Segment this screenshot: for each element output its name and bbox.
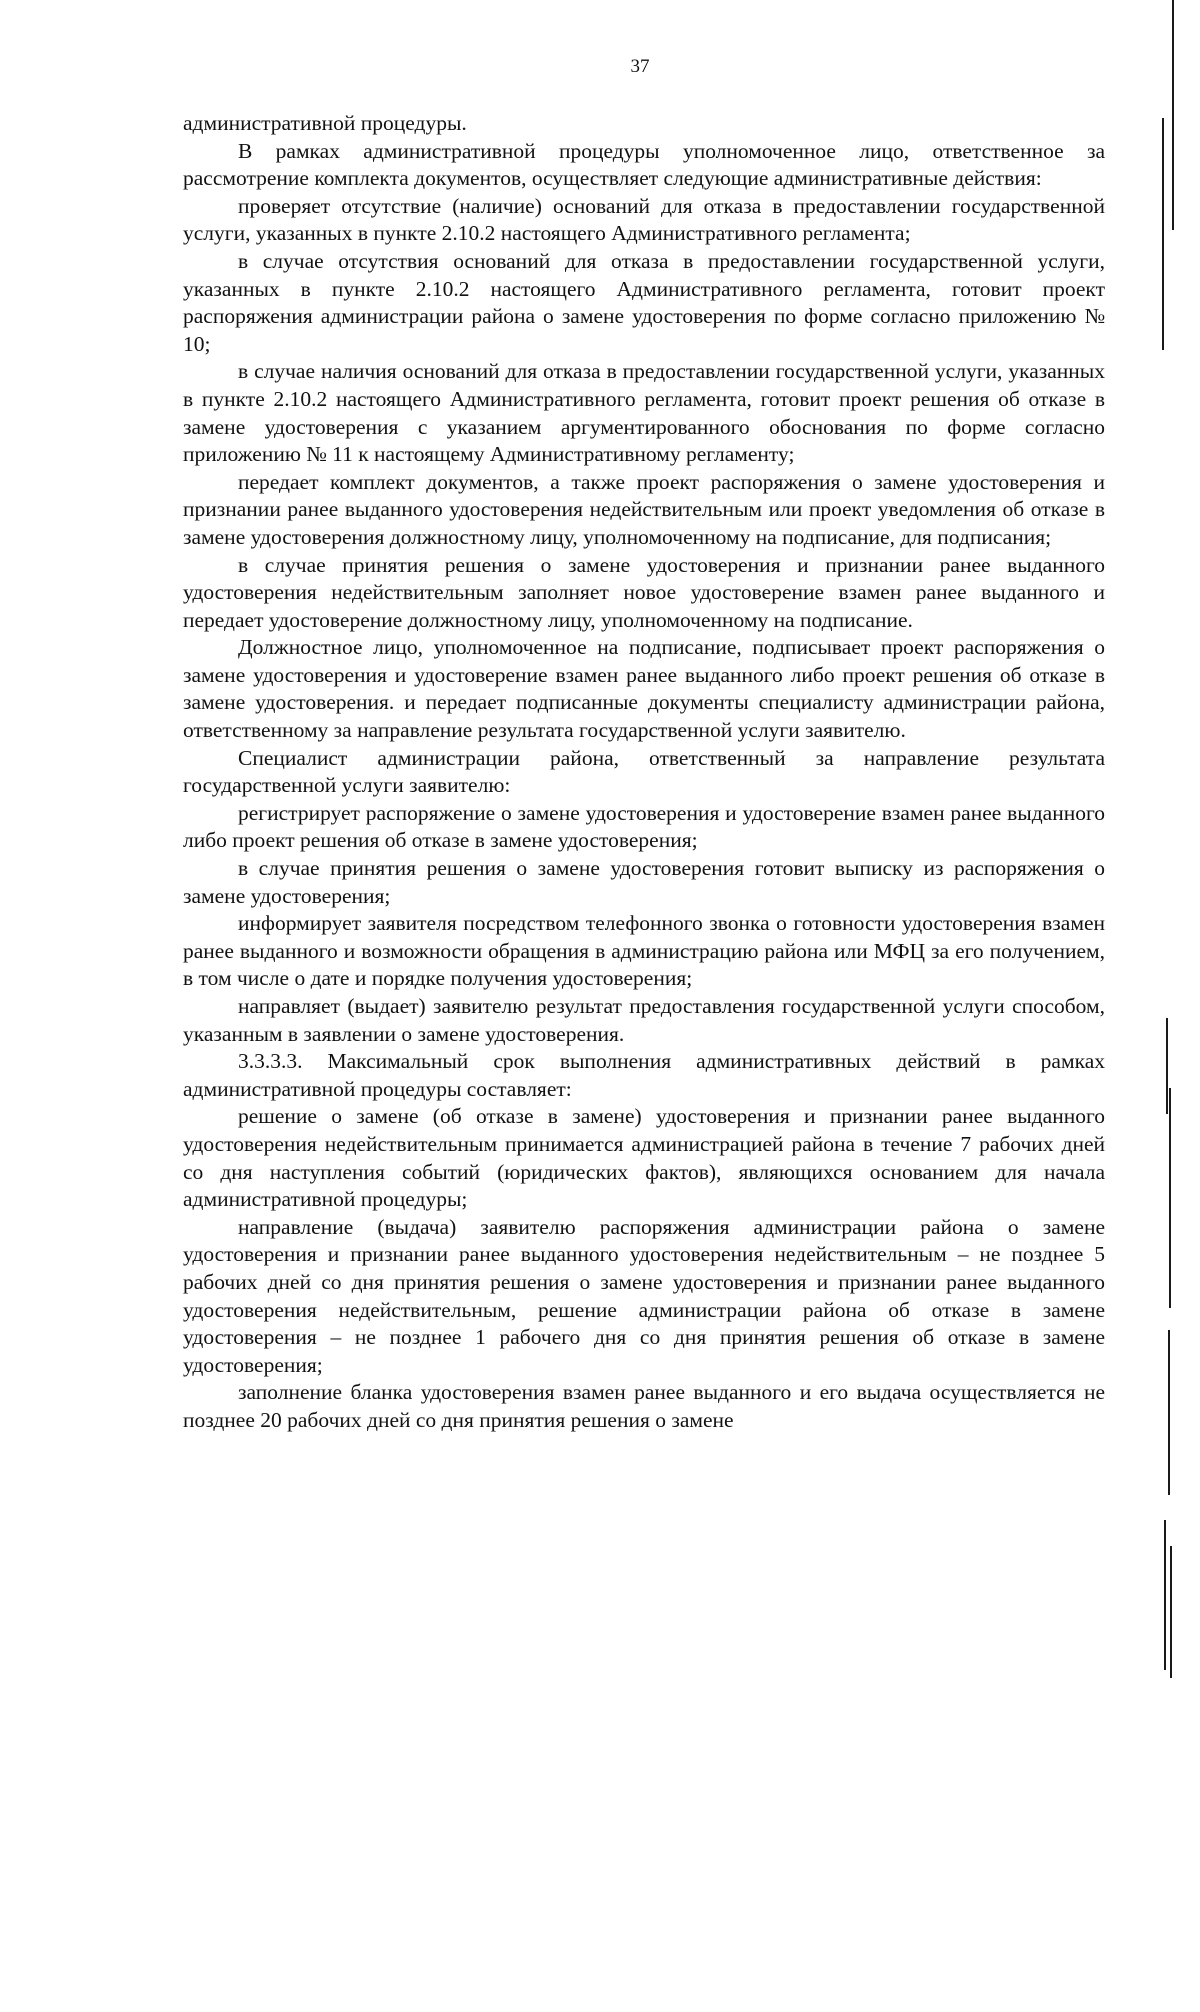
- paragraph: Должностное лицо, уполномоченное на подписание, подписывает проект распоряжения о замене удостоверения и удостоверение взамен ранее выданного либо проект решения об отказе в замене удостоверения. и передает подписанные документы специалисту администрации района, ответственному за направление результата государственной услуги заявителю.: [183, 635, 1105, 743]
- paragraph: проверяет отсутствие (наличие) оснований для отказа в предоставлении государственной услуги, указанных в пункте 2.10.2 настоящего Административного регламента;: [183, 193, 1105, 246]
- paragraph: В рамках административной процедуры уполномоченное лицо, ответственное за рассмотрение комплекта документов, осуществляет следующие административные действия:: [183, 138, 1105, 191]
- paragraph: направление (выдача) заявителю распоряжения администрации района о замене удостоверения и признании ранее выданного удостоверения недействительным – не позднее 5 рабочих дней со дня принятия решения о замене удостоверения и признании ранее выданного удостоверения недействительным, решение администрации района об отказе в замене удостоверения – не позднее 1 рабочего дня со дня принятия решения об отказе в замене удостоверения;: [183, 1214, 1105, 1377]
- page-number: 37: [630, 56, 650, 77]
- paragraph: направляет (выдает) заявителю результат предоставления государственной услуги способом, указанным в заявлении о замене удостоверения.: [183, 994, 1105, 1046]
- paragraph: в случае принятия решения о замене удостоверения готовит выписку из распоряжения о замене удостоверения;: [183, 856, 1105, 908]
- paragraph: информирует заявителя посредством телефонного звонка о готовности удостоверения взамен ранее выданного и возможности обращения в администрацию района или МФЦ за его получением, в том числе о дате и порядке получения удостоверения;: [183, 911, 1105, 991]
- paragraph: в случае принятия решения о замене удостоверения и признании ранее выданного удостоверения недействительным заполняет новое удостоверение взамен ранее выданного и передает удостоверение должностному лицу, уполномоченному на подписание.: [183, 552, 1105, 632]
- paragraph: 3.3.3.3. Максимальный срок выполнения административных действий в рамках административной процедуры составляет:: [183, 1049, 1105, 1101]
- document-body: [183, 110, 1105, 1435]
- paragraph: Специалист администрации района, ответственный за направление результата государственной услуги заявителю:: [183, 745, 1105, 798]
- paragraph: передает комплект документов, а также проект распоряжения о замене удостоверения и признании ранее выданного удостоверения недействительным или проект уведомления об отказе в замене удостоверения должностному лицу, уполномоченному на подписание, для подписания;: [183, 469, 1105, 549]
- paragraph: заполнение бланка удостоверения взамен ранее выданного и его выдача осуществляется не позднее 20 рабочих дней со дня принятия решения о замене: [183, 1380, 1105, 1432]
- margin-revision-bar: [1168, 1330, 1170, 1495]
- paragraph: в случае отсутствия оснований для отказа в предоставлении государственной услуги, указанных в пункте 2.10.2 настоящего Административного регламента, готовит проект распоряжения администрации района о замене удостоверения по форме согласно приложению № 10;: [183, 248, 1105, 356]
- paragraph: административной процедуры.: [183, 111, 467, 135]
- margin-revision-bar: [1169, 1088, 1171, 1308]
- margin-revision-bar: [1170, 1546, 1172, 1678]
- margin-revision-bar: [1162, 118, 1164, 350]
- paragraph: решение о замене (об отказе в замене) удостоверения и признании ранее выданного удостоверения недействительным принимается администрацией района в течение 7 рабочих дней со дня наступления событий (юридических фактов), являющихся основанием для начала административной процедуры;: [183, 1104, 1105, 1212]
- margin-revision-bar: [1172, 0, 1174, 230]
- paragraph: в случае наличия оснований для отказа в предоставлении государственной услуги, указанных в пункте 2.10.2 настоящего Административного регламента, готовит проект решения об отказе в замене удостоверения с указанием аргументированного обоснования по форме согласно приложению № 11 к настоящему Административному регламенту;: [183, 359, 1105, 467]
- margin-revision-bar: [1166, 1018, 1168, 1114]
- margin-revision-bar: [1164, 1520, 1166, 1670]
- paragraph: регистрирует распоряжение о замене удостоверения и удостоверение взамен ранее выданного либо проект решения об отказе в замене удостоверения;: [183, 800, 1105, 853]
